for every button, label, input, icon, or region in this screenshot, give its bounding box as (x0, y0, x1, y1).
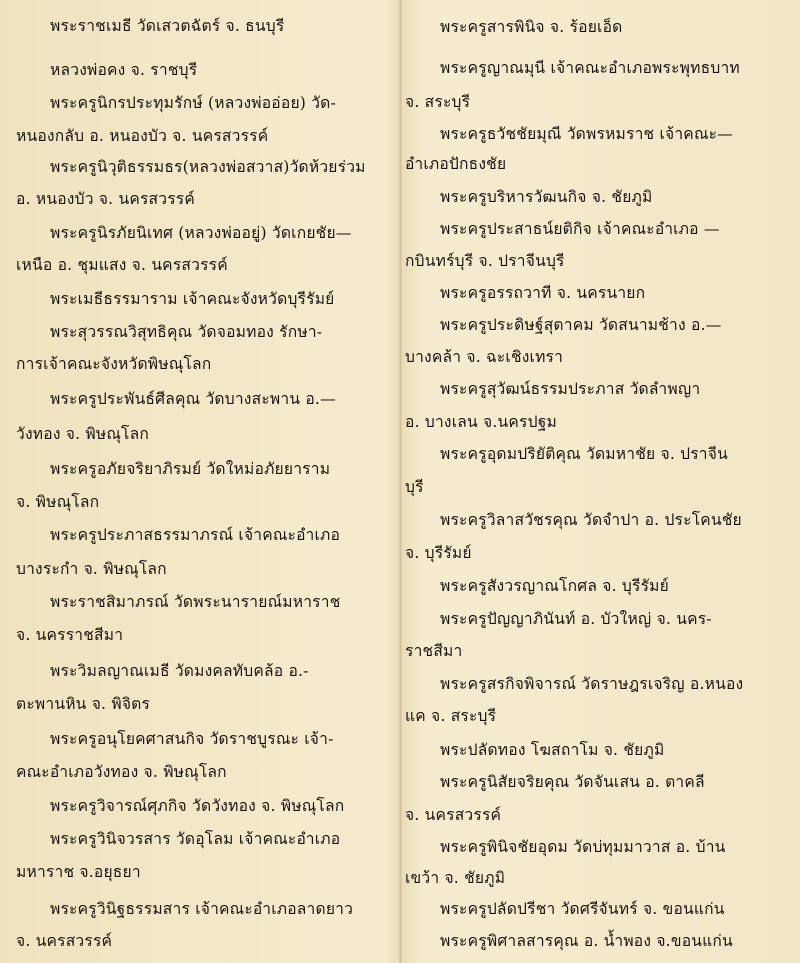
left-column-line: พระครูวินิจวรสาร วัดอุโลม เจ้าคณะอำเภอ (50, 830, 341, 848)
left-column-line: จ. นครสวรรค์ (16, 932, 113, 950)
right-column-line: พระครูสังวรญาณโกศล จ. บุรีรัมย์ (440, 577, 669, 595)
right-column-line: พระครูสรกิจพิจารณ์ วัดราษฎรเจริญ อ.หนอง (440, 675, 744, 693)
right-column-line: อ. บางเลน จ.นครปฐม (405, 413, 557, 431)
left-column-line: พระครูวินิฐธรรมสาร เจ้าคณะอำเภอลาดยาว (50, 900, 354, 918)
left-column-line: ตะพานหิน จ. พิจิตร (16, 695, 151, 713)
right-column-line: พระครูญาณมุนี เจ้าคณะอำเภอพระพุทธบาท (440, 59, 740, 77)
left-column-line: บางระกำ จ. พิษณุโลก (16, 560, 167, 578)
right-column-line: บุรี (405, 478, 424, 496)
left-column-line: จ. พิษณุโลก (16, 493, 100, 511)
left-column-line: เหนือ อ. ชุมแสง จ. นครสวรรค์ (16, 256, 228, 274)
right-column-line: พระครูปลัดปรีชา วัดศรีจันทร์ จ. ขอนแก่น (440, 900, 725, 918)
left-column-line: วังทอง จ. พิษณุโลก (16, 425, 150, 443)
right-column-line: พระครูนิสัยจริยคุณ วัดจันเสน อ. ตาคลี (440, 773, 705, 791)
right-column-line: พระครูวิลาสวัชรคุณ วัดจำปา อ. ประโคนชัย (440, 511, 742, 529)
left-column-line: พระราชสิมาภรณ์ วัดพระนารายณ์มหาราช (50, 593, 341, 611)
left-column-line: พระครูอภัยจริยาภิรมย์ วัดใหม่อภัยยาราม (50, 460, 331, 478)
right-column-line: พระครูสารพินิจ จ. ร้อยเอ็ด (440, 18, 623, 36)
left-column-line: อ. หนองบัว จ. นครสวรรค์ (16, 190, 195, 208)
left-column-line: หลวงพ่อคง จ. ราชบุรี (50, 61, 198, 79)
left-column-line: พระครูนิรภัยนิเทศ (หลวงพ่ออยู่) วัดเกยชัย— (50, 224, 352, 242)
right-column-line: พระครูบริหารวัฒนกิจ จ. ชัยภูมิ (440, 188, 653, 206)
right-column-line: อำเภอปักธงชัย (405, 155, 507, 173)
left-column-line: การเจ้าคณะจังหวัดพิษณุโลก (16, 355, 212, 373)
left-column-line: พระครูนิวุติธรรมธร(หลวงพ่อสวาส)วัดห้วยร่วม (50, 158, 366, 176)
left-column-line: พระครูนิกรประทุมรักษ์ (หลวงพ่ออ่อย) วัด- (50, 94, 336, 112)
right-column-line: จ. บุรีรัมย์ (405, 544, 472, 562)
left-column-line: หนองกลับ อ. หนองบัว จ. นครสวรรค์ (16, 127, 269, 145)
left-column-line: จ. นครราชสีมา (16, 626, 124, 644)
left-column-line: พระเมธีธรรมาราม เจ้าคณะจังหวัดบุรีรัมย์ (50, 290, 335, 308)
left-column-line: คณะอำเภอวังทอง จ. พิษณุโลก (16, 763, 227, 781)
right-column-line: พระปลัดทอง โฆสถาโม จ. ชัยภูมิ (440, 741, 665, 759)
left-column-line: พระวิมลญาณเมธี วัดมงคลทับคล้อ อ.- (50, 662, 309, 680)
right-column-line: กบินทร์บุรี จ. ปราจีนบุรี (405, 252, 565, 270)
column-gutter (399, 0, 402, 963)
right-column-line: จ. สระบุรี (405, 93, 471, 111)
right-column-line: แค จ. สระบุรี (405, 707, 497, 725)
right-column-line: พระครูพิศาลสารคุณ อ. น้ำพอง จ.ขอนแก่น (440, 932, 733, 950)
right-column-line: เขว้า จ. ชัยภูมิ (405, 869, 506, 887)
left-column-line: พระครูประพันธ์ศีลคุณ วัดบางสะพาน อ.— (50, 390, 336, 408)
left-column-line: พระครูวิจารณ์ศุภกิจ วัดวังทอง จ. พิษณุโลก (50, 797, 345, 815)
left-column-line: พระสุวรรณวิสุทธิคุณ วัดจอมทอง รักษา- (50, 323, 323, 341)
left-column-line: พระครูอนุโยคศาสนกิจ วัดราชบูรณะ เจ้า- (50, 730, 334, 748)
right-column-line: พระครูปัญญาภินันท์ อ. บัวใหญ่ จ. นคร- (440, 610, 712, 628)
right-column-line: พระครูสุวัฒน์ธรรมประภาส วัดลำพญา (440, 380, 701, 398)
right-column-line: จ. นครสวรรค์ (405, 806, 502, 824)
left-column-line: พระราชเมธี วัดเสวตฉัตร์ จ. ธนบุรี (50, 17, 285, 35)
right-column-line: พระครูประดิษฐ์สุตาคม วัดสนามช้าง อ.— (440, 316, 722, 334)
right-column-line: พระครูประสาธน์ยติกิจ เจ้าคณะอำเภอ — (440, 220, 720, 238)
right-column-line: ราชสีมา (405, 642, 463, 660)
left-column-line: มหาราช จ.อยุธยา (16, 863, 141, 881)
right-column-line: บางคล้า จ. ฉะเชิงเทรา (405, 348, 564, 366)
right-column-line: พระครูอุดมปริยัติคุณ วัดมหาชัย จ. ปราจีน (440, 445, 728, 463)
right-column-line: พระครูพินิจชัยอุดม วัดบ่ทุมมาวาส อ. บ้าน (440, 838, 726, 856)
right-column-line: พระครูอรรถวาที จ. นครนายก (440, 284, 646, 302)
left-column-line: พระครูประภาสธรรมาภรณ์ เจ้าคณะอำเภอ (50, 526, 341, 544)
right-column-line: พระครูธวัชชัยมุณี วัดพรหมราช เจ้าคณะ— (440, 125, 733, 143)
